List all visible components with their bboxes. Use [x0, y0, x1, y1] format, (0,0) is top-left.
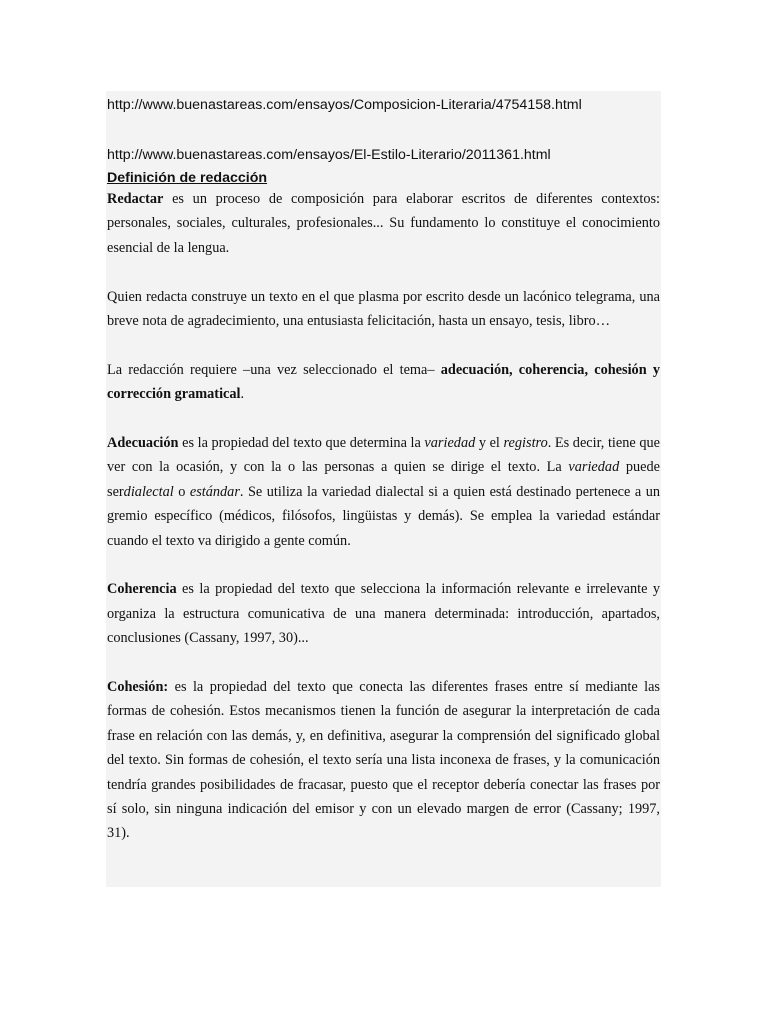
paragraph-text: es un proceso de composición para elaborar escritos de diferentes contextos: personales, sociales, culturales, profesionales... Su fundamento lo constituye el conocimiento esencial de la lengua. — [107, 191, 660, 256]
italic-variedad: variedad — [424, 435, 476, 452]
paragraph-redactar — [107, 187, 660, 260]
source-link-2[interactable]: http://www.buenastareas.com/ensayos/El-Estilo-Literario/2011361.html — [107, 147, 551, 163]
paragraph-text: . — [240, 386, 245, 403]
paragraph-text: o — [173, 483, 190, 500]
italic-registro: registro — [503, 435, 548, 452]
paragraph-text: puede ser — [107, 459, 660, 500]
paragraph-text: . Se utiliza la variedad dialectal si a quien está destinado pertenece a un gremio específico (médicos, filósofos, lingüistas y demás). Se emplea la variedad estándar cuando el texto va dirigido a gente común. — [107, 483, 661, 549]
paragraph-text: es la propiedad del texto que selecciona la información relevante e irrelevante y organiza la estructura comunicativa de una manera determinada: introducción, apartados, conclusiones (Cassany, 1997, 30)... — [107, 581, 660, 647]
paragraph-text: es la propiedad del texto que determina la — [178, 435, 425, 452]
paragraph-text: Quien redacta construye un texto en el que plasma por escrito desde un lacónico telegrama, una breve nota de agradecimiento, una entusiasta felicitación, hasta un ensayo, tesis, libro… — [107, 288, 660, 330]
paragraph-text: es la propiedad del texto que conecta las diferentes frases entre sí mediante las formas de cohesión. Estos mecanismos tienen la función de asegurar la interpretación de cada frase en relación con las demás, y, en definitiva, asegurar la comprensión del significado global del texto. Sin formas de cohesión, el texto sería una lista inconexa de frases, y la comunicación tendría grandes posibilidades de fracasar, puesto que el receptor debería conectar las frases por sí solo, sin ninguna indicación del emisor y con un elevado margen de error (Cassany; 1997, 31). — [107, 679, 660, 842]
term-cohesion: Cohesión: — [107, 679, 169, 696]
term-redactar: Redactar — [107, 191, 164, 207]
italic-variedad-2: variedad — [568, 459, 620, 476]
paragraph-text: . Es decir, tiene que ver con la ocasión, y con la o las personas a quien se dirige el texto. La — [107, 435, 660, 476]
paragraph-quien-redacta — [107, 285, 660, 334]
paragraph-text: y el — [475, 435, 504, 452]
paragraph-text: La redacción requiere –una vez seleccionado el tema– — [107, 361, 441, 378]
term-adecuacion: Adecuación — [107, 435, 179, 452]
document-body — [106, 91, 661, 887]
paragraph-adecuacion — [107, 431, 660, 553]
term-coherencia: Coherencia — [107, 581, 177, 598]
paragraph-cohesion — [107, 675, 660, 846]
section-heading: Definición de redacción — [107, 170, 268, 186]
italic-estandar: estándar — [189, 483, 240, 500]
source-link-1[interactable]: http://www.buenastareas.com/ensayos/Composicion-Literaria/4754158.html — [107, 97, 582, 113]
italic-dialectal: dialectal — [123, 483, 174, 500]
bold-requisitos: adecuación, coherencia, cohesión y corrección gramatical — [107, 361, 660, 403]
paragraph-coherencia — [107, 577, 660, 650]
paragraph-requisitos — [107, 358, 660, 407]
